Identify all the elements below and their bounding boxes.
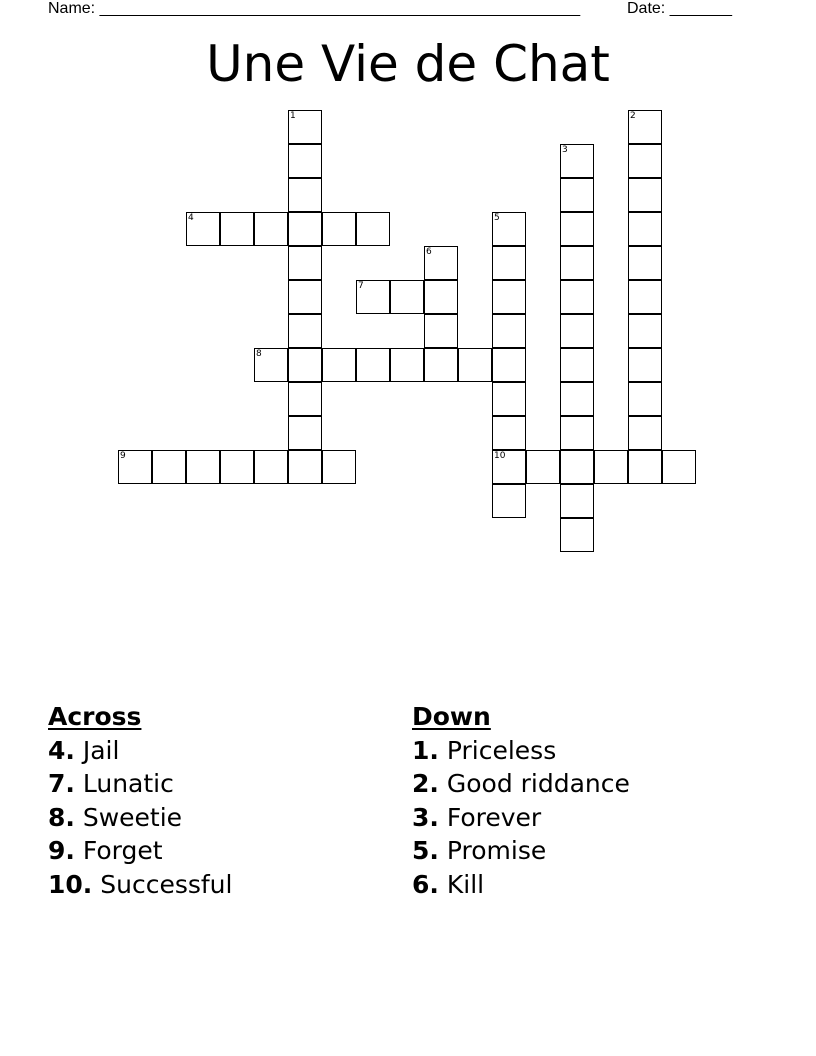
grid-cell[interactable] <box>628 212 662 246</box>
grid-cell[interactable] <box>152 450 186 484</box>
grid-cell[interactable] <box>492 246 526 280</box>
down-clue <box>412 801 630 835</box>
grid-cell[interactable] <box>356 280 390 314</box>
grid-cell[interactable] <box>220 212 254 246</box>
clue-text: Successful <box>100 869 233 899</box>
clue-number: 4. <box>48 735 75 765</box>
grid-cell[interactable] <box>288 314 322 348</box>
grid-cell[interactable] <box>356 348 390 382</box>
cell-number: 3 <box>562 145 568 155</box>
grid-cell[interactable] <box>628 280 662 314</box>
clue-text: Forget <box>82 836 163 865</box>
clue-text: Lunatic <box>82 769 174 798</box>
clue-text: Jail <box>82 735 120 765</box>
down-clue <box>412 834 630 868</box>
across-heading: Across <box>48 702 142 731</box>
across-clue <box>48 834 232 868</box>
grid-cell[interactable] <box>560 416 594 450</box>
grid-cell[interactable] <box>492 416 526 450</box>
grid-cell[interactable] <box>390 348 424 382</box>
grid-cell[interactable] <box>492 450 526 484</box>
cell-number: 2 <box>630 111 636 121</box>
cell-number: 7 <box>358 281 364 291</box>
grid-cell[interactable] <box>628 382 662 416</box>
grid-cell[interactable] <box>254 450 288 484</box>
down-clue <box>412 868 630 902</box>
clue-number: 3. <box>412 802 439 832</box>
grid-cell[interactable] <box>356 212 390 246</box>
grid-cell[interactable] <box>288 416 322 450</box>
grid-cell[interactable] <box>288 382 322 416</box>
grid-cell[interactable] <box>560 144 594 178</box>
clue-number: 7. <box>48 769 75 798</box>
grid-cell[interactable] <box>492 280 526 314</box>
across-clue <box>48 767 232 801</box>
grid-cell[interactable] <box>186 450 220 484</box>
grid-cell[interactable] <box>288 246 322 280</box>
grid-cell[interactable] <box>254 212 288 246</box>
clue-text: Kill <box>446 869 485 899</box>
grid-cell[interactable] <box>288 280 322 314</box>
grid-cell[interactable] <box>628 416 662 450</box>
down-clue <box>412 734 630 768</box>
down-clues <box>412 700 630 901</box>
grid-cell[interactable] <box>424 246 458 280</box>
grid-cell[interactable] <box>492 382 526 416</box>
cell-number: 10 <box>494 451 506 461</box>
cell-number: 9 <box>120 451 126 461</box>
clue-number: 5. <box>412 836 439 865</box>
grid-cell[interactable] <box>458 348 492 382</box>
grid-cell[interactable] <box>628 178 662 212</box>
clue-text: Forever <box>446 802 542 832</box>
clue-text: Sweetie <box>82 802 183 832</box>
cell-number: 4 <box>188 213 194 223</box>
grid-cell[interactable] <box>560 246 594 280</box>
grid-cell[interactable] <box>560 314 594 348</box>
grid-cell[interactable] <box>288 144 322 178</box>
grid-cell[interactable] <box>220 450 254 484</box>
grid-cell[interactable] <box>628 348 662 382</box>
grid-cell[interactable] <box>560 450 594 484</box>
grid-cell[interactable] <box>254 348 288 382</box>
across-clue <box>48 801 232 835</box>
grid-cell[interactable] <box>424 280 458 314</box>
grid-cell[interactable] <box>288 212 322 246</box>
grid-cell[interactable] <box>288 348 322 382</box>
name-field[interactable]: Name: ______________________________________________________ <box>48 0 581 17</box>
grid-cell[interactable] <box>526 450 560 484</box>
grid-cell[interactable] <box>492 484 526 518</box>
grid-cell[interactable] <box>492 212 526 246</box>
grid-cell[interactable] <box>594 450 628 484</box>
grid-cell[interactable] <box>424 348 458 382</box>
clue-text: Priceless <box>446 735 557 765</box>
grid-cell[interactable] <box>628 314 662 348</box>
grid-cell[interactable] <box>186 212 220 246</box>
grid-cell[interactable] <box>628 450 662 484</box>
puzzle-title: Une Vie de Chat <box>206 35 610 93</box>
cell-number: 8 <box>256 349 262 359</box>
date-field[interactable]: Date: _______ <box>627 0 732 17</box>
grid-cell[interactable] <box>662 450 696 484</box>
grid-cell[interactable] <box>560 382 594 416</box>
clue-number: 8. <box>48 802 75 832</box>
grid-cell[interactable] <box>560 212 594 246</box>
grid-cell[interactable] <box>560 178 594 212</box>
down-heading: Down <box>412 702 491 731</box>
grid-cell[interactable] <box>492 348 526 382</box>
grid-cell[interactable] <box>288 450 322 484</box>
clue-number: 1. <box>412 735 439 765</box>
grid-cell[interactable] <box>322 348 356 382</box>
across-clues <box>48 700 232 901</box>
grid-cell[interactable] <box>390 280 424 314</box>
clue-text: Good riddance <box>446 769 630 798</box>
grid-cell[interactable] <box>322 450 356 484</box>
cell-number: 1 <box>290 111 296 121</box>
grid-cell[interactable] <box>628 144 662 178</box>
down-clue <box>412 767 630 801</box>
grid-cell[interactable] <box>288 110 322 144</box>
grid-cell[interactable] <box>288 178 322 212</box>
grid-cell[interactable] <box>628 110 662 144</box>
clue-number: 9. <box>48 836 75 865</box>
clue-number: 6. <box>412 869 439 899</box>
grid-cell[interactable] <box>492 314 526 348</box>
grid-cell[interactable] <box>628 246 662 280</box>
across-clue <box>48 868 232 902</box>
cell-number: 5 <box>494 213 500 223</box>
clue-number: 10. <box>48 869 93 899</box>
grid-cell[interactable] <box>118 450 152 484</box>
grid-cell[interactable] <box>560 348 594 382</box>
clue-text: Promise <box>446 836 547 865</box>
grid-cell[interactable] <box>560 280 594 314</box>
cell-number: 6 <box>426 247 432 257</box>
grid-cell[interactable] <box>424 314 458 348</box>
grid-cell[interactable] <box>560 484 594 518</box>
across-clue <box>48 734 232 768</box>
grid-cell[interactable] <box>560 518 594 552</box>
clue-number: 2. <box>412 769 439 798</box>
grid-cell[interactable] <box>322 212 356 246</box>
